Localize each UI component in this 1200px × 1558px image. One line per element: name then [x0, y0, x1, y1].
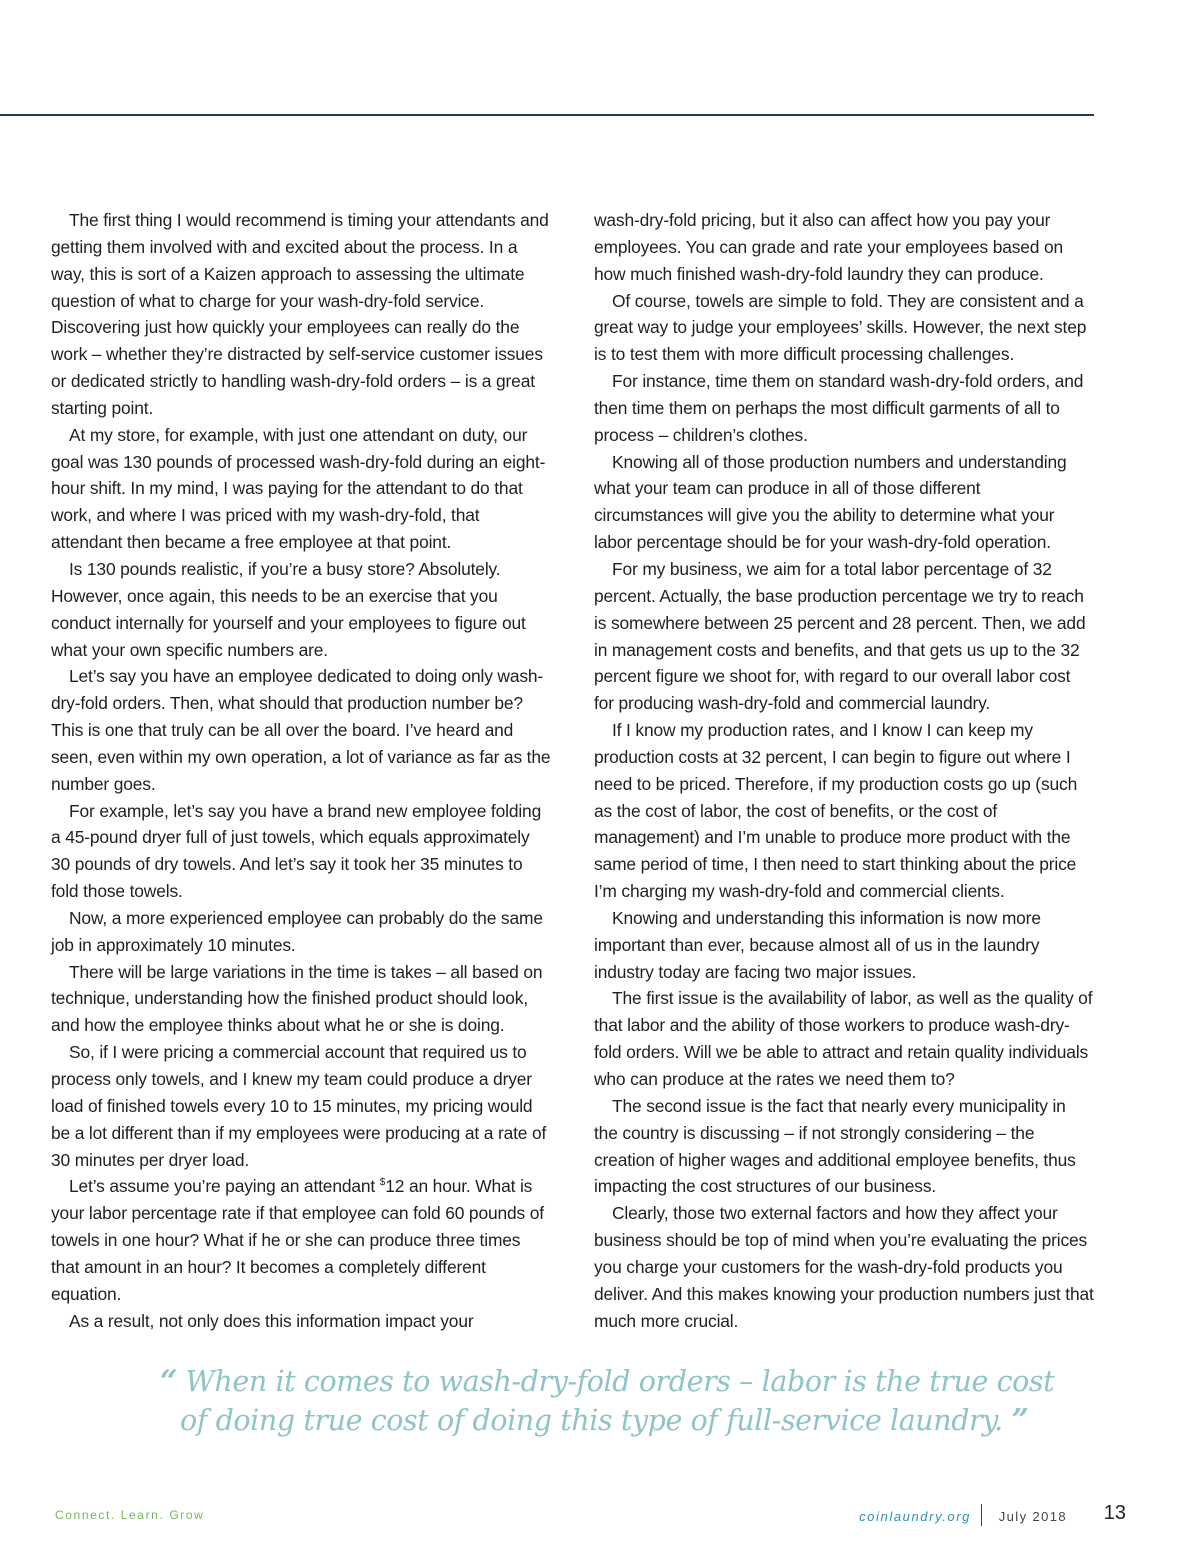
paragraph: For my business, we aim for a total labor percentage of 32 percent. Actually, the base production percentage we try to reach is somewhere between 25 percent and 28 percent. Then, we add in management costs and benefits, and that gets us up to the 32 percent figure we shoot for, with regard to our overall labor cost for producing wash-dry-fold and commercial laundry. — [594, 558, 1086, 714]
footer-divider — [981, 1504, 982, 1526]
paragraph: Clearly, those two external factors and how they affect your business should be top of mind when you’re evaluating the prices you charge your customers for the wash-dry-fold products you deliver. And this makes knowing your production numbers just that much more crucial. — [594, 1203, 1094, 1331]
paragraph: Knowing and understanding this information is now more important than ever, because almost all of us in the laundry industry today are facing two major issues. — [594, 907, 1041, 982]
footer-tagline: Connect. Learn. Grow — [55, 1508, 205, 1522]
page-number: 13 — [1103, 1502, 1126, 1524]
paragraph: For instance, time them on standard wash-dry-fold orders, and then time them on perhaps the most difficult garments of all to process – children’s clothes. — [594, 371, 1084, 445]
paragraph: For example, let’s say you have a brand new employee folding a 45-pound dryer full of just towels, which equals approximately 30 pounds of dry towels. And let’s say it took her 35 minutes to fold those towels. — [51, 800, 542, 902]
header-rule — [0, 114, 1094, 116]
pull-quote-text-2: of doing true cost of doing this type of full-service laundry. — [180, 1404, 1003, 1437]
paragraph: The first thing I would recommend is timing your attendants and getting them involved with and excited about the process. In a way, this is sort of a Kaizen approach to assessing the ultimate question of what to charge for your wash-dry-fold service. Discovering just how quickly your employees can really do the work – whether they’re distracted by self-service customer issues or dedicated strictly to handling wash-dry-fold orders – is a great starting point. — [51, 210, 549, 418]
article-column-right — [594, 207, 1094, 1334]
paragraph: Now, a more experienced employee can probably do the same job in approximately 10 minutes. — [51, 907, 543, 955]
pull-quote-text-1: When it comes to wash-dry-fold orders – labor is the true cost — [185, 1365, 1055, 1398]
paragraph: Is 130 pounds realistic, if you’re a busy store? Absolutely. However, once again, this needs to be an exercise that you conduct internally for yourself and your employees to figure out what your own specific numbers are. — [51, 558, 526, 660]
paragraph: The first issue is the availability of labor, as well as the quality of that labor and the ability of those workers to produce wash-dry-fold orders. Will we be able to attract and retain quality individuals who can produce at the rates we need them to? — [594, 988, 1093, 1089]
paragraph: If I know my production rates, and I know I can keep my production costs at 32 percent, I can begin to figure out where I need to be priced. Therefore, if my production costs go up (such as the cost of labor, the cost of benefits, or the cost of management) and I’m unable to produce more product with the same period of time, I then need to start thinking about the price I’m charging my wash-dry-fold and commercial clients. — [594, 720, 1078, 902]
wage-paragraph — [51, 1173, 553, 1307]
pull-quote-line-1 — [140, 1362, 1060, 1401]
article-column-left — [51, 207, 553, 1334]
paragraph-continued-start: As a result, not only does this information impact your — [69, 1310, 474, 1331]
paragraph: At my store, for example, with just one attendant on duty, our goal was 130 pounds of processed wash-dry-fold during an eight-hour shift. In my mind, I was paying for the attendant to do that work, and where I was priced with my wash-dry-fold, that attendant then became a free employee at that point. — [51, 424, 546, 553]
currency-symbol: $ — [379, 1177, 386, 1189]
wage-text-before: Let’s assume you’re paying an attendant — [69, 1176, 380, 1197]
paragraph: So, if I were pricing a commercial account that required us to process only towels, and I knew my team could produce a dryer load of finished towels every 10 to 15 minutes, my pricing would be a lot different than if my employees were producing at a rate of 30 minutes per dryer load. — [51, 1042, 547, 1170]
pull-quote-line-2 — [140, 1401, 1060, 1440]
website-link[interactable]: coinlaundry.org — [859, 1509, 971, 1524]
wage-text-after: 12 an hour. What is your labor percentage rate if that employee can fold 60 pounds of towels in one hour? What if he or she can produce three times that amount in an hour? It becomes a completely different equation. — [51, 1176, 544, 1304]
issue-date: July 2018 — [998, 1509, 1067, 1524]
paragraph: The second issue is the fact that nearly every municipality in the country is discussing – if not strongly considering – the creation of higher wages and additional employee benefits, thus impacting the cost structures of our business. — [594, 1095, 1076, 1197]
paragraph-continued-end: wash-dry-fold pricing, but it also can affect how you pay your employees. You can grade and rate your employees based on how much finished wash-dry-fold laundry they can produce. — [594, 210, 1064, 284]
paragraph: Let’s say you have an employee dedicated to doing only wash-dry-fold orders. Then, what should that production number be? This is one that truly can be all over the board. I’ve heard and seen, even within my own operation, a lot of variance as far as the number goes. — [51, 666, 551, 794]
footer-info — [780, 1502, 1200, 1528]
pull-quote — [140, 1362, 1060, 1440]
close-quote-icon: ” — [1011, 1403, 1029, 1438]
open-quote-icon: “ — [160, 1364, 177, 1399]
paragraph: Knowing all of those production numbers and understanding what your team can produce in all of those different circumstances will give you the ability to determine what your labor percentage should be for your wash-dry-fold operation. — [594, 451, 1067, 553]
paragraph: There will be large variations in the time is takes – all based on technique, understanding how the finished product should look, and how the employee thinks about what he or she is doing. — [51, 961, 543, 1036]
paragraph: Of course, towels are simple to fold. They are consistent and a great way to judge your employees’ skills. However, the next step is to test them with more difficult processing challenges. — [594, 290, 1087, 365]
